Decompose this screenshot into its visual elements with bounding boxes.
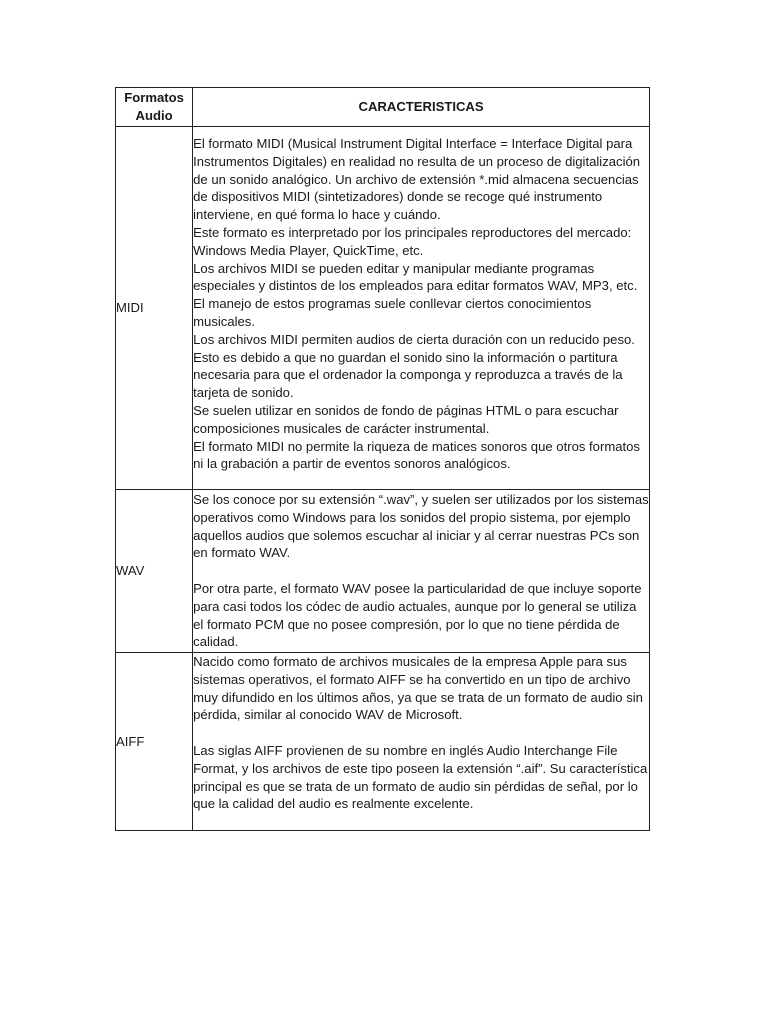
table-row-wav (116, 490, 650, 653)
characteristics-midi (193, 127, 650, 490)
midi-paragraph-5: Se suelen utilizar en sonidos de fondo de páginas HTML o para escuchar composiciones musicales de carácter instrumental. (193, 402, 619, 436)
characteristics-wav (193, 490, 650, 653)
table-row-aiff (116, 653, 650, 831)
audio-formats-table (115, 87, 650, 831)
midi-paragraph-1: El formato MIDI (Musical Instrument Digital Interface = Interface Digital para Instrumentos Digitales) en realidad no resulta de un proceso de digitalización de un sonido analógico. Un archivo de extensión *.mid almacena secuencias de dispositivos MIDI (sintetizadores) donde se recoge qué instrumento interviene, en qué forma lo hace y cuándo. (193, 136, 641, 223)
header-formats-audio: Formatos Audio (116, 88, 193, 127)
midi-paragraph-6: El formato MIDI no permite la riqueza de matices sonoros que otros formatos ni la grabación a partir de eventos sonoros analógicos. (193, 438, 640, 472)
format-name-midi: MIDI (116, 127, 193, 490)
table-row-midi (116, 127, 650, 490)
format-name-aiff: AIFF (116, 653, 193, 831)
midi-paragraph-4: Los archivos MIDI permiten audios de cierta duración con un reducido peso. Esto es debido a que no guardan el sonido sino la información o partitura necesaria para que el ordenador la componga y reproduzca a través de la tarjeta de sonido. (193, 331, 635, 401)
aiff-paragraph-1: Nacido como formato de archivos musicales de la empresa Apple para sus sistemas operativos, el formato AIFF se ha convertido en un tipo de archivo muy difundido en los últimos años, ya que se trata de un formato de audio sin pérdida, similar al conocido WAV de Microsoft. (193, 654, 643, 723)
midi-paragraph-2: Este formato es interpretado por los principales reproductores del mercado: Windows Media Player, QuickTime, etc. (193, 224, 632, 258)
header-characteristics: CARACTERISTICAS (193, 88, 650, 127)
aiff-paragraph-2: Las siglas AIFF provienen de su nombre en inglés Audio Interchange File Format, y los archivos de este tipo poseen la extensión “.aif”. Su característica principal es que se trata de un formato de audio sin pérdidas de señal, por lo que la calidad del audio es realmente excelente. (193, 742, 648, 812)
table-header-row (116, 88, 650, 127)
wav-paragraph-1: Se los conoce por su extensión “.wav”, y suelen ser utilizados por los sistemas operativos como Windows para los sonidos del propio sistema, por ejemplo aquellos audios que solemos escuchar al iniciar y al cerrar nuestras PCs son en formato WAV. (193, 492, 649, 561)
format-name-wav: WAV (116, 490, 193, 653)
midi-paragraph-3: Los archivos MIDI se pueden editar y manipular mediante programas especiales y distintos de los empleados para editar formatos WAV, MP3, etc. El manejo de estos programas suele conllevar ciertos conocimientos musicales. (193, 260, 638, 329)
characteristics-aiff (193, 653, 650, 831)
wav-paragraph-2: Por otra parte, el formato WAV posee la particularidad de que incluye soporte para casi todos los códec de audio actuales, aunque por lo general se utiliza el formato PCM que no posee compresión, por lo que no tiene pérdida de calidad. (193, 580, 642, 650)
